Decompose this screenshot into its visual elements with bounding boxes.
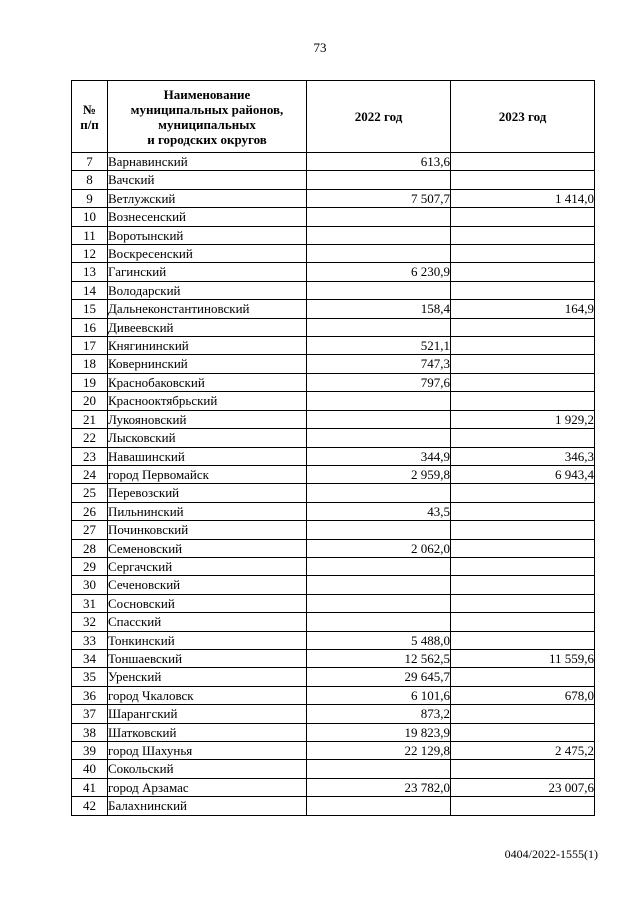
row-number-cell: 25 — [72, 484, 108, 502]
header-num: № п/п — [72, 81, 108, 153]
district-name-cell: Сеченовский — [108, 576, 307, 594]
row-number-cell: 41 — [72, 778, 108, 796]
table-row — [72, 723, 595, 741]
value-2022-cell — [307, 484, 451, 502]
value-2023-cell — [451, 355, 595, 373]
row-number-cell: 11 — [72, 226, 108, 244]
header-name: Наименование муниципальных районов, муниципальных и городских округов — [108, 81, 307, 153]
table-row — [72, 594, 595, 612]
district-name-cell: Сосновский — [108, 594, 307, 612]
table-row — [72, 392, 595, 410]
row-number-cell: 20 — [72, 392, 108, 410]
value-2023-cell — [451, 723, 595, 741]
value-2023-cell — [451, 521, 595, 539]
value-2023-cell — [451, 539, 595, 557]
value-2023-cell — [451, 484, 595, 502]
table-row — [72, 318, 595, 336]
district-name-cell: Княгининский — [108, 337, 307, 355]
row-number-cell: 31 — [72, 594, 108, 612]
value-2022-cell: 521,1 — [307, 337, 451, 355]
header-2022: 2022 год — [307, 81, 451, 153]
district-name-cell: Дивеевский — [108, 318, 307, 336]
value-2023-cell — [451, 226, 595, 244]
table-row — [72, 576, 595, 594]
row-number-cell: 23 — [72, 447, 108, 465]
row-number-cell: 26 — [72, 502, 108, 520]
value-2022-cell: 29 645,7 — [307, 668, 451, 686]
district-name-cell: Пильнинский — [108, 502, 307, 520]
value-2023-cell — [451, 594, 595, 612]
value-2022-cell: 613,6 — [307, 153, 451, 171]
value-2023-cell — [451, 557, 595, 575]
value-2022-cell — [307, 410, 451, 428]
table-row — [72, 355, 595, 373]
allocation-table — [71, 80, 595, 816]
district-name-cell: Ветлужский — [108, 189, 307, 207]
district-name-cell: Ковернинский — [108, 355, 307, 373]
page-number: 73 — [313, 40, 327, 55]
value-2023-cell: 346,3 — [451, 447, 595, 465]
value-2023-cell — [451, 631, 595, 649]
value-2023-cell: 1 929,2 — [451, 410, 595, 428]
value-2022-cell — [307, 760, 451, 778]
table-row — [72, 245, 595, 263]
table-row — [72, 613, 595, 631]
value-2023-cell: 164,9 — [451, 300, 595, 318]
value-2023-cell — [451, 613, 595, 631]
value-2022-cell — [307, 171, 451, 189]
table-row — [72, 337, 595, 355]
table-row — [72, 760, 595, 778]
district-name-cell: Навашинский — [108, 447, 307, 465]
value-2022-cell: 23 782,0 — [307, 778, 451, 796]
district-name-cell: Воскресенский — [108, 245, 307, 263]
row-number-cell: 14 — [72, 281, 108, 299]
table-row — [72, 557, 595, 575]
row-number-cell: 33 — [72, 631, 108, 649]
value-2023-cell — [451, 392, 595, 410]
row-number-cell: 40 — [72, 760, 108, 778]
value-2022-cell: 873,2 — [307, 705, 451, 723]
value-2023-cell — [451, 281, 595, 299]
value-2022-cell: 7 507,7 — [307, 189, 451, 207]
district-name-cell: Тонкинский — [108, 631, 307, 649]
value-2023-cell — [451, 668, 595, 686]
value-2022-cell — [307, 797, 451, 815]
table-row — [72, 429, 595, 447]
value-2023-cell — [451, 429, 595, 447]
district-name-cell: Семеновский — [108, 539, 307, 557]
table-row — [72, 447, 595, 465]
row-number-cell: 29 — [72, 557, 108, 575]
table-row — [72, 797, 595, 815]
value-2023-cell — [451, 208, 595, 226]
district-name-cell: Краснобаковский — [108, 373, 307, 391]
table-row — [72, 226, 595, 244]
row-number-cell: 36 — [72, 686, 108, 704]
value-2022-cell — [307, 392, 451, 410]
table-row — [72, 686, 595, 704]
value-2022-cell: 158,4 — [307, 300, 451, 318]
value-2023-cell — [451, 153, 595, 171]
value-2022-cell: 344,9 — [307, 447, 451, 465]
row-number-cell: 30 — [72, 576, 108, 594]
row-number-cell: 21 — [72, 410, 108, 428]
value-2023-cell: 1 414,0 — [451, 189, 595, 207]
table-row — [72, 208, 595, 226]
district-name-cell: Краснооктябрьский — [108, 392, 307, 410]
district-name-cell: Сергачский — [108, 557, 307, 575]
value-2022-cell — [307, 576, 451, 594]
row-number-cell: 28 — [72, 539, 108, 557]
district-name-cell: Починковский — [108, 521, 307, 539]
table-row — [72, 300, 595, 318]
table-row — [72, 778, 595, 796]
row-number-cell: 13 — [72, 263, 108, 281]
district-name-cell: город Шахунья — [108, 742, 307, 760]
table-row — [72, 153, 595, 171]
value-2022-cell — [307, 318, 451, 336]
district-name-cell: Вачский — [108, 171, 307, 189]
value-2023-cell — [451, 263, 595, 281]
value-2023-cell: 11 559,6 — [451, 649, 595, 667]
district-name-cell: Уренский — [108, 668, 307, 686]
value-2022-cell — [307, 208, 451, 226]
value-2023-cell — [451, 337, 595, 355]
district-name-cell: Тоншаевский — [108, 649, 307, 667]
table-row — [72, 263, 595, 281]
district-name-cell: Володарский — [108, 281, 307, 299]
row-number-cell: 34 — [72, 649, 108, 667]
value-2022-cell: 22 129,8 — [307, 742, 451, 760]
value-2023-cell: 678,0 — [451, 686, 595, 704]
district-name-cell: Дальнеконстантиновский — [108, 300, 307, 318]
table-row — [72, 281, 595, 299]
value-2023-cell — [451, 760, 595, 778]
table-row — [72, 373, 595, 391]
value-2022-cell — [307, 245, 451, 263]
district-name-cell: Спасский — [108, 613, 307, 631]
table-row — [72, 539, 595, 557]
district-name-cell: Лысковский — [108, 429, 307, 447]
table-row — [72, 502, 595, 520]
value-2022-cell: 6 101,6 — [307, 686, 451, 704]
row-number-cell: 27 — [72, 521, 108, 539]
table-row — [72, 410, 595, 428]
row-number-cell: 19 — [72, 373, 108, 391]
table-row — [72, 521, 595, 539]
value-2023-cell — [451, 797, 595, 815]
district-name-cell: Варнавинский — [108, 153, 307, 171]
value-2023-cell — [451, 318, 595, 336]
value-2023-cell — [451, 502, 595, 520]
value-2022-cell — [307, 594, 451, 612]
table-row — [72, 742, 595, 760]
row-number-cell: 10 — [72, 208, 108, 226]
row-number-cell: 16 — [72, 318, 108, 336]
table-row — [72, 189, 595, 207]
value-2023-cell: 23 007,6 — [451, 778, 595, 796]
value-2022-cell — [307, 226, 451, 244]
value-2022-cell: 43,5 — [307, 502, 451, 520]
value-2022-cell: 6 230,9 — [307, 263, 451, 281]
row-number-cell: 37 — [72, 705, 108, 723]
value-2022-cell: 5 488,0 — [307, 631, 451, 649]
row-number-cell: 8 — [72, 171, 108, 189]
row-number-cell: 24 — [72, 465, 108, 483]
row-number-cell: 17 — [72, 337, 108, 355]
value-2022-cell: 2 062,0 — [307, 539, 451, 557]
table-row — [72, 171, 595, 189]
value-2022-cell: 2 959,8 — [307, 465, 451, 483]
row-number-cell: 32 — [72, 613, 108, 631]
document-code: 0404/2022-1555(1) — [504, 847, 598, 861]
value-2022-cell — [307, 281, 451, 299]
district-name-cell: Шарангский — [108, 705, 307, 723]
district-name-cell: город Первомайск — [108, 465, 307, 483]
district-name-cell: Балахнинский — [108, 797, 307, 815]
row-number-cell: 15 — [72, 300, 108, 318]
row-number-cell: 7 — [72, 153, 108, 171]
value-2022-cell — [307, 557, 451, 575]
value-2023-cell — [451, 171, 595, 189]
row-number-cell: 35 — [72, 668, 108, 686]
table-row — [72, 484, 595, 502]
row-number-cell: 22 — [72, 429, 108, 447]
table-row — [72, 631, 595, 649]
district-name-cell: Вознесенский — [108, 208, 307, 226]
table-row — [72, 465, 595, 483]
district-name-cell: Гагинский — [108, 263, 307, 281]
value-2023-cell — [451, 245, 595, 263]
district-name-cell: Сокольский — [108, 760, 307, 778]
value-2022-cell: 747,3 — [307, 355, 451, 373]
district-name-cell: город Чкаловск — [108, 686, 307, 704]
district-name-cell: Воротынский — [108, 226, 307, 244]
row-number-cell: 39 — [72, 742, 108, 760]
value-2022-cell: 797,6 — [307, 373, 451, 391]
row-number-cell: 18 — [72, 355, 108, 373]
district-name-cell: Шатковский — [108, 723, 307, 741]
row-number-cell: 12 — [72, 245, 108, 263]
table-body — [72, 153, 595, 816]
table-header-row — [72, 81, 595, 153]
row-number-cell: 38 — [72, 723, 108, 741]
row-number-cell: 9 — [72, 189, 108, 207]
district-name-cell: Лукояновский — [108, 410, 307, 428]
value-2022-cell — [307, 613, 451, 631]
value-2023-cell — [451, 576, 595, 594]
value-2022-cell — [307, 429, 451, 447]
value-2023-cell — [451, 705, 595, 723]
value-2023-cell: 6 943,4 — [451, 465, 595, 483]
value-2023-cell — [451, 373, 595, 391]
table-row — [72, 649, 595, 667]
table-row — [72, 705, 595, 723]
value-2022-cell: 19 823,9 — [307, 723, 451, 741]
value-2023-cell: 2 475,2 — [451, 742, 595, 760]
table-row — [72, 668, 595, 686]
value-2022-cell: 12 562,5 — [307, 649, 451, 667]
header-2023: 2023 год — [451, 81, 595, 153]
district-name-cell: город Арзамас — [108, 778, 307, 796]
district-name-cell: Перевозский — [108, 484, 307, 502]
row-number-cell: 42 — [72, 797, 108, 815]
value-2022-cell — [307, 521, 451, 539]
